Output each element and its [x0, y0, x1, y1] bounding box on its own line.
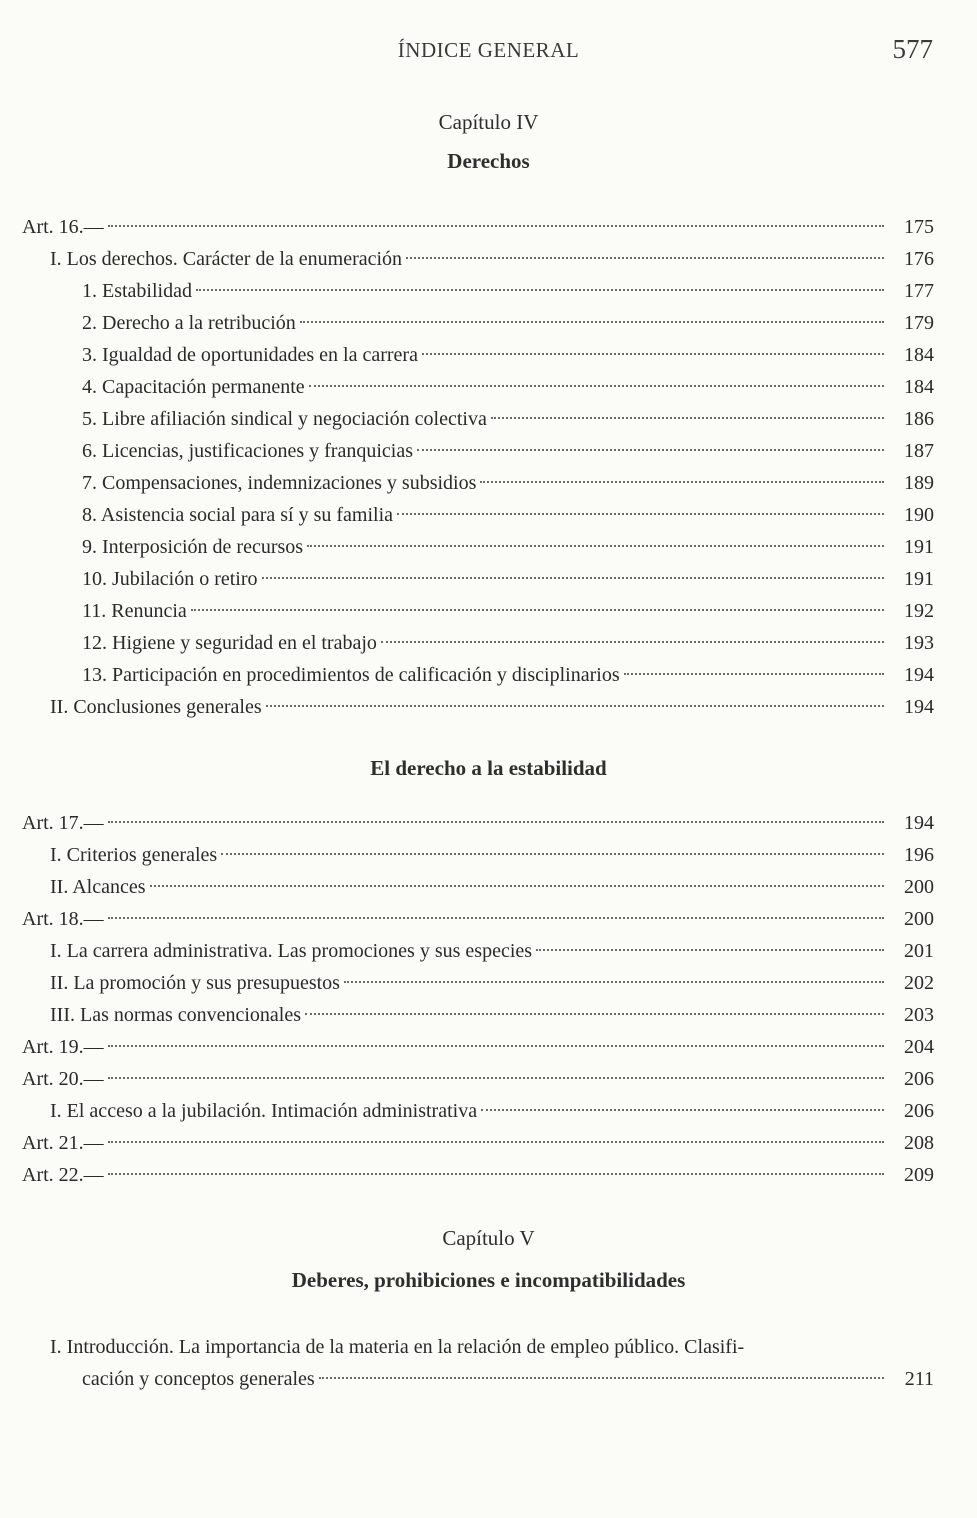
toc-entry-label: 6. Licencias, justificaciones y franquicias	[82, 440, 413, 462]
toc-entry-label: I. Los derechos. Carácter de la enumeración	[50, 248, 403, 270]
toc-entry[interactable]	[50, 692, 934, 722]
toc-entry-page: 186	[904, 408, 934, 430]
dot-leader	[406, 257, 884, 259]
toc-entry[interactable]	[22, 1064, 934, 1094]
toc-entry-page: 191	[904, 536, 934, 558]
toc-entry-page: 189	[904, 472, 934, 494]
toc-entry-label: 4. Capacitación permanente	[82, 376, 305, 398]
dot-leader	[319, 1377, 884, 1379]
toc-entry-page: 211	[904, 1368, 934, 1390]
dot-leader	[481, 1109, 884, 1111]
toc-entry[interactable]	[82, 404, 934, 434]
toc-entry[interactable]	[82, 436, 934, 466]
toc-entry-page: 204	[904, 1036, 934, 1058]
toc-entry-page: 190	[904, 504, 934, 526]
toc-entry-label: Art. 17.—	[22, 812, 104, 834]
toc-entry[interactable]	[82, 596, 934, 626]
dot-leader	[536, 949, 884, 951]
toc-entry-page: 184	[904, 376, 934, 398]
toc-entry-page: 200	[904, 908, 934, 930]
toc-entry-label: Art. 19.—	[22, 1036, 104, 1058]
toc-entry[interactable]	[82, 468, 934, 498]
toc-entry[interactable]	[50, 936, 934, 966]
toc-entry-label: 7. Compensaciones, indemnizaciones y subsidios	[82, 472, 477, 494]
toc-entry-page: 176	[904, 248, 934, 270]
toc-entry[interactable]	[82, 308, 934, 338]
toc-entry-label: 10. Jubilación o retiro	[82, 568, 258, 590]
toc-entry-page: 194	[904, 812, 934, 834]
toc-entry-page: 191	[904, 568, 934, 590]
toc-entry-page: 208	[904, 1132, 934, 1154]
toc-entry[interactable]	[50, 1000, 934, 1030]
toc-entry-label: I. La carrera administrativa. Las promociones y sus especies	[50, 940, 533, 962]
dot-leader	[480, 481, 884, 483]
toc-entry-page: 179	[904, 312, 934, 334]
toc-entry-label: II. Conclusiones generales	[50, 696, 262, 718]
dot-leader	[491, 417, 884, 419]
toc-entry-page: 175	[904, 216, 934, 238]
toc-entry[interactable]	[22, 212, 934, 242]
toc-entry[interactable]	[82, 340, 934, 370]
toc-entry-label: II. Alcances	[50, 876, 146, 898]
dot-leader	[150, 885, 884, 887]
toc-entry-label: 1. Estabilidad	[82, 280, 192, 302]
toc-entry-label: 13. Participación en procedimientos de calificación y disciplinarios	[82, 664, 620, 686]
toc-entry-page: 200	[904, 876, 934, 898]
toc-entry-label: 3. Igualdad de oportunidades en la carrera	[82, 344, 418, 366]
dot-leader	[309, 385, 884, 387]
toc-entry-page: 193	[904, 632, 934, 654]
toc-entry-page: 196	[904, 844, 934, 866]
toc-entry[interactable]	[50, 872, 934, 902]
toc-entry[interactable]	[22, 904, 934, 934]
dot-leader	[108, 821, 884, 823]
toc-entry[interactable]	[22, 1160, 934, 1190]
toc-entry[interactable]	[50, 244, 934, 274]
toc-entry[interactable]	[50, 968, 934, 998]
toc-entry[interactable]	[82, 532, 934, 562]
toc-entry[interactable]	[50, 1096, 934, 1126]
section-title-estabilidad: El derecho a la estabilidad	[370, 756, 607, 780]
toc-entry-label: 12. Higiene y seguridad en el trabajo	[82, 632, 377, 654]
dot-leader	[108, 1077, 884, 1079]
toc-entry-label: III. Las normas convencionales	[50, 1004, 302, 1026]
dot-leader	[108, 917, 884, 919]
toc-entry-label: I. Criterios generales	[50, 844, 218, 866]
toc-entry-label-line2: cación y conceptos generales	[82, 1368, 315, 1390]
chapter-5-label: Capítulo V	[442, 1226, 535, 1250]
toc-entry-page: 201	[904, 940, 934, 962]
toc-entry-page: 209	[904, 1164, 934, 1186]
toc-entry[interactable]	[82, 564, 934, 594]
toc-entry[interactable]	[82, 1364, 934, 1394]
dot-leader	[624, 673, 884, 675]
toc-entry[interactable]	[22, 808, 934, 838]
toc-entry-page: 177	[904, 280, 934, 302]
dot-leader	[191, 609, 884, 611]
dot-leader	[221, 853, 884, 855]
dot-leader	[397, 513, 884, 515]
dot-leader	[108, 225, 884, 227]
toc-entry-label: Art. 21.—	[22, 1132, 104, 1154]
dot-leader	[344, 981, 884, 983]
toc-entry[interactable]	[82, 628, 934, 658]
toc-entry-page: 202	[904, 972, 934, 994]
toc-entry-page: 194	[904, 696, 934, 718]
dot-leader	[381, 641, 884, 643]
toc-entry[interactable]	[50, 840, 934, 870]
toc-entry-label: I. El acceso a la jubilación. Intimación administrativa	[50, 1100, 478, 1122]
toc-entry-page: 206	[904, 1068, 934, 1090]
dot-leader	[108, 1173, 884, 1175]
chapter-4-title: Derechos	[447, 149, 530, 173]
toc-entry-label: 5. Libre afiliación sindical y negociación colectiva	[82, 408, 487, 430]
toc-entry-page: 203	[904, 1004, 934, 1026]
toc-entry[interactable]	[82, 372, 934, 402]
running-header	[0, 32, 977, 72]
toc-entry-label: Art. 16.—	[22, 216, 104, 238]
toc-entry-page: 187	[904, 440, 934, 462]
dot-leader	[108, 1045, 884, 1047]
running-title: ÍNDICE GENERAL	[397, 38, 580, 62]
toc-entry[interactable]	[22, 1032, 934, 1062]
toc-entry-label: 2. Derecho a la retribución	[82, 312, 296, 334]
dot-leader	[417, 449, 884, 451]
dot-leader	[422, 353, 884, 355]
dot-leader	[108, 1141, 884, 1143]
chapter-4-label: Capítulo IV	[438, 110, 539, 134]
toc-entry-label: Art. 22.—	[22, 1164, 104, 1186]
toc-entry-label: Art. 20.—	[22, 1068, 104, 1090]
dot-leader	[262, 577, 884, 579]
dot-leader	[305, 1013, 884, 1015]
toc-entry[interactable]	[22, 1128, 934, 1158]
dot-leader	[300, 321, 884, 323]
chapter-5-title: Deberes, prohibiciones e incompatibilidades	[291, 1268, 686, 1292]
toc-entry[interactable]	[82, 660, 934, 690]
toc-entry[interactable]	[82, 500, 934, 530]
toc-entry-page: 194	[904, 664, 934, 686]
dot-leader	[196, 289, 884, 291]
page-number: 577	[892, 34, 933, 64]
toc-entry-label: 11. Renuncia	[82, 600, 187, 622]
toc-entry-label: II. La promoción y sus presupuestos	[50, 972, 340, 994]
toc-entry-label: 8. Asistencia social para sí y su familia	[82, 504, 394, 526]
toc-entry-page: 192	[904, 600, 934, 622]
toc-entry[interactable]	[82, 276, 934, 306]
toc-entry-page: 206	[904, 1100, 934, 1122]
toc-entry-label: Art. 18.—	[22, 908, 104, 930]
toc-entry-label: 9. Interposición de recursos	[82, 536, 304, 558]
dot-leader	[266, 705, 884, 707]
toc-entry-label-line1[interactable]: I. Introducción. La importancia de la materia en la relación de empleo público. Clasifi-	[50, 1336, 745, 1358]
dot-leader	[307, 545, 884, 547]
toc-entry-page: 184	[904, 344, 934, 366]
